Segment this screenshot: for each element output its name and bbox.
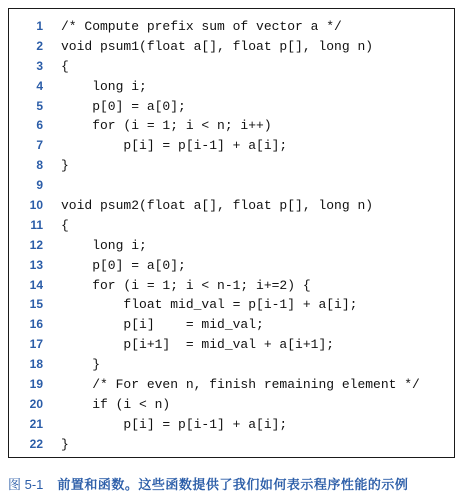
code-text: float mid_val = p[i-1] + a[i]; <box>61 297 358 313</box>
code-text: p[i] = p[i-1] + a[i]; <box>61 138 288 154</box>
code-text: /* Compute prefix sum of vector a */ <box>61 19 342 34</box>
code-text: p[0] = a[0]; <box>61 98 186 114</box>
code-text: long i; <box>61 78 147 94</box>
code-listing-box <box>8 8 455 458</box>
code-line <box>9 17 454 37</box>
code-line <box>9 375 454 395</box>
code-line <box>9 136 454 156</box>
code-line <box>9 116 454 136</box>
line-number: 17 <box>29 337 43 352</box>
code-line <box>9 276 454 296</box>
line-number: 11 <box>30 217 43 232</box>
line-number: 20 <box>29 396 43 411</box>
code-text: } <box>61 158 69 174</box>
code-line <box>9 196 454 216</box>
code-line <box>9 77 454 97</box>
line-number: 5 <box>36 98 43 113</box>
code-line <box>9 295 454 315</box>
code-line <box>9 37 454 57</box>
line-number: 7 <box>36 138 43 153</box>
line-number: 10 <box>29 198 43 213</box>
code-line <box>9 395 454 415</box>
line-number: 22 <box>29 436 43 451</box>
code-text: for (i = 1; i < n; i++) <box>61 118 272 134</box>
line-number: 8 <box>36 158 43 173</box>
code-text: { <box>61 217 69 233</box>
line-number: 13 <box>29 257 43 272</box>
code-text: { <box>61 58 69 74</box>
line-number: 3 <box>36 58 43 73</box>
code-line <box>9 415 454 435</box>
figure-caption <box>8 474 408 496</box>
code-line <box>9 176 454 196</box>
figure-label: 图 5-1 <box>8 477 44 492</box>
line-number: 14 <box>29 277 43 292</box>
line-number: 9 <box>36 178 43 193</box>
code-text: if (i < n) <box>61 396 171 412</box>
code-text: } <box>61 436 69 452</box>
line-number: 12 <box>29 237 43 252</box>
line-number: 18 <box>29 357 43 372</box>
code-line <box>9 97 454 117</box>
caption-text: 前置和函数。这些函数提供了我们如何表示程序性能的示例 <box>57 478 409 493</box>
code-line <box>9 57 454 77</box>
code-text: p[i] = p[i-1] + a[i]; <box>61 416 288 432</box>
code-line <box>9 216 454 236</box>
code-text: p[0] = a[0]; <box>61 257 186 273</box>
code-text: long i; <box>61 237 147 253</box>
code-lines <box>9 17 454 455</box>
code-text: p[i+1] = mid_val + a[i+1]; <box>61 337 335 353</box>
line-number: 2 <box>36 38 43 53</box>
code-line <box>9 256 454 276</box>
line-number: 4 <box>36 78 43 93</box>
code-text: p[i] = mid_val; <box>61 317 264 333</box>
line-number: 21 <box>29 416 43 431</box>
code-text: /* For even n, finish remaining element */ <box>61 377 420 393</box>
code-text: void psum1(float a[], float p[], long n) <box>61 38 374 54</box>
code-line <box>9 236 454 256</box>
code-text: for (i = 1; i < n-1; i+=2) { <box>61 277 311 293</box>
line-number: 15 <box>29 297 43 312</box>
code-text: void psum2(float a[], float p[], long n) <box>61 198 374 214</box>
code-line <box>9 355 454 375</box>
code-line <box>9 315 454 335</box>
code-text: } <box>61 357 101 373</box>
line-number: 1 <box>36 19 43 33</box>
line-number: 19 <box>29 377 43 392</box>
line-number: 16 <box>29 317 43 332</box>
code-line <box>9 156 454 176</box>
code-line <box>9 435 454 455</box>
line-number: 6 <box>36 118 43 133</box>
code-line <box>9 335 454 355</box>
